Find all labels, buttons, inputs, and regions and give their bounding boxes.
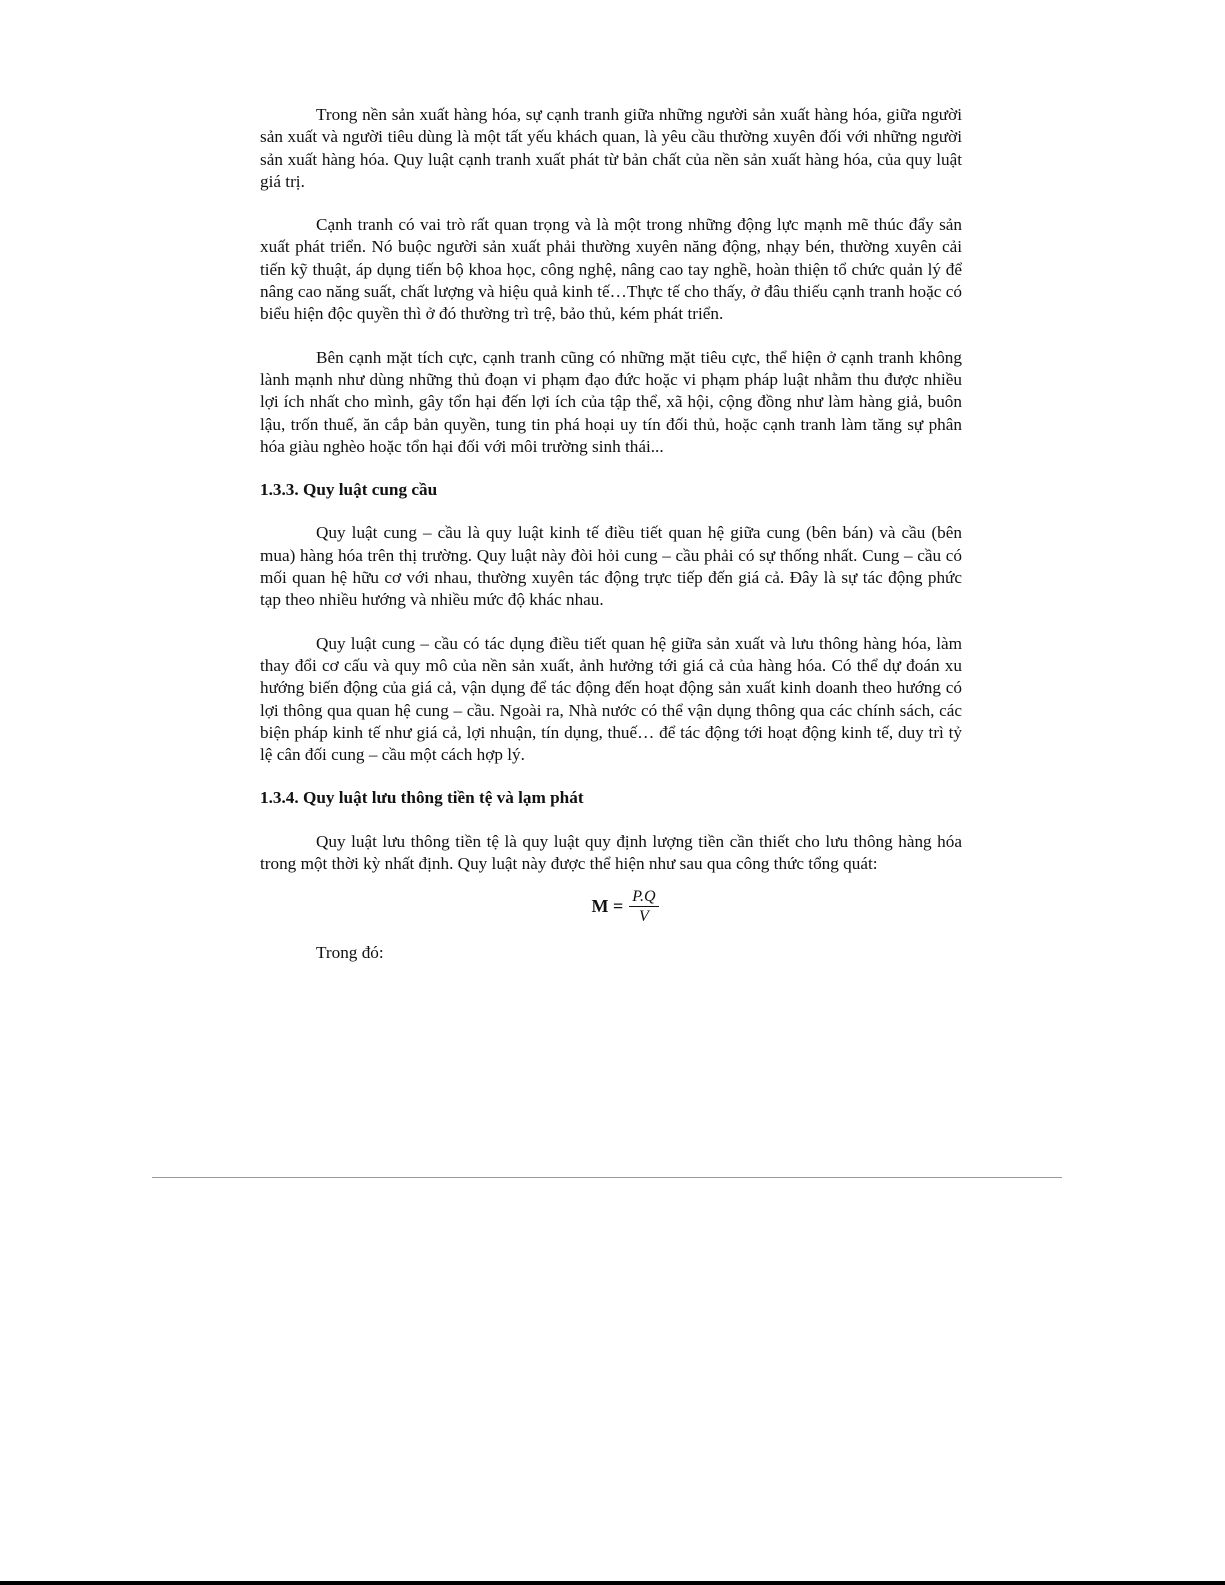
page-footer-divider [152,1177,1062,1178]
section-heading-money-circulation: 1.3.4. Quy luật lưu thông tiền tệ và lạm phát [260,788,584,808]
formula-fraction [629,887,658,926]
paragraph-money-circulation-definition: Quy luật lưu thông tiền tệ là quy luật quy định lượng tiền cần thiết cho lưu thông hàng hóa trong một thời kỳ nhất định. Quy luật này được thể hiện như sau qua công thức tổng quát: [260,831,962,874]
paragraph-where: Trong đó: [316,943,384,963]
paragraph-competition-negative: Bên cạnh mặt tích cực, cạnh tranh cũng có những mặt tiêu cực, thể hiện ở cạnh tranh không lành mạnh như dùng những thủ đoạn vi phạm đạo đức hoặc vi phạm pháp luật nhằm thu được nhiều lợi ích nhất cho mình, gây tổn hại đến lợi ích của tập thể, xã hội, cộng đồng như làm hàng giả, buôn lậu, trốn thuế, ăn cắp bản quyền, tung tin phá hoại uy tín đối thủ, hoặc cạnh tranh làm tăng sự phân hóa giàu nghèo hoặc tổn hại đối với môi trường sinh thái... [260,347,962,456]
paragraph-competition-role: Cạnh tranh có vai trò rất quan trọng và là một trong những động lực mạnh mẽ thúc đẩy sản xuất phát triển. Nó buộc người sản xuất phải thường xuyên năng động, nhạy bén, thường xuyên cải tiến kỹ thuật, áp dụng tiến bộ khoa học, công nghệ, nâng cao tay nghề, hoàn thiện tổ chức quản lý để nâng cao năng suất, chất lượng và hiệu quả kinh tế…Thực tế cho thấy, ở đâu thiếu cạnh tranh hoặc có biểu hiện độc quyền thì ở đó thường trì trệ, bảo thủ, kém phát triển. [260,215,962,324]
section-heading-supply-demand: 1.3.3. Quy luật cung cầu [260,480,438,500]
paragraph-competition-intro: Trong nền sản xuất hàng hóa, sự cạnh tranh giữa những người sản xuất hàng hóa, giữa người sản xuất và người tiêu dùng là một tất yếu khách quan, là yêu cầu thường xuyên đối với những người sản xuất hàng hóa. Quy luật cạnh tranh xuất phát từ bản chất của nền sản xuất hàng hóa, của quy luật giá trị. [260,105,962,191]
formula-denominator: V [638,908,649,926]
formula-numerator: P.Q [629,887,658,907]
formula-lhs: M = [591,896,624,917]
paragraph-supply-demand-effects: Quy luật cung – cầu có tác dụng điều tiết quan hệ giữa sản xuất và lưu thông hàng hóa, làm thay đổi cơ cấu và quy mô của nền sản xuất, ảnh hưởng tới giá cả của hàng hóa. Có thể dự đoán xu hướng biến động của giá cả, vận dụng để tác động đến hoạt động sản xuất kinh doanh theo hướng có lợi thông qua quan hệ cung – cầu. Ngoài ra, Nhà nước có thể vận dụng thông qua các chính sách, các biện pháp kinh tế như giá cả, lợi nhuận, tín dụng, thuế… để tác động tới hoạt động kinh tế, duy trì tỷ lệ cân đối cung – cầu một cách hợp lý. [260,633,962,765]
document-body [260,104,962,965]
paragraph-supply-demand-definition: Quy luật cung – cầu là quy luật kinh tế điều tiết quan hệ giữa cung (bên bán) và cầu (bên mua) hàng hóa trên thị trường. Quy luật này đòi hỏi cung – cầu phải có sự thống nhất. Cung – cầu có mối quan hệ hữu cơ với nhau, thường xuyên tác động trực tiếp đến giá cả. Đây là sự tác động phức tạp theo nhiều hướng và nhiều mức độ khác nhau. [260,523,962,610]
page-bottom-edge [0,1581,1225,1585]
money-formula [260,887,962,926]
